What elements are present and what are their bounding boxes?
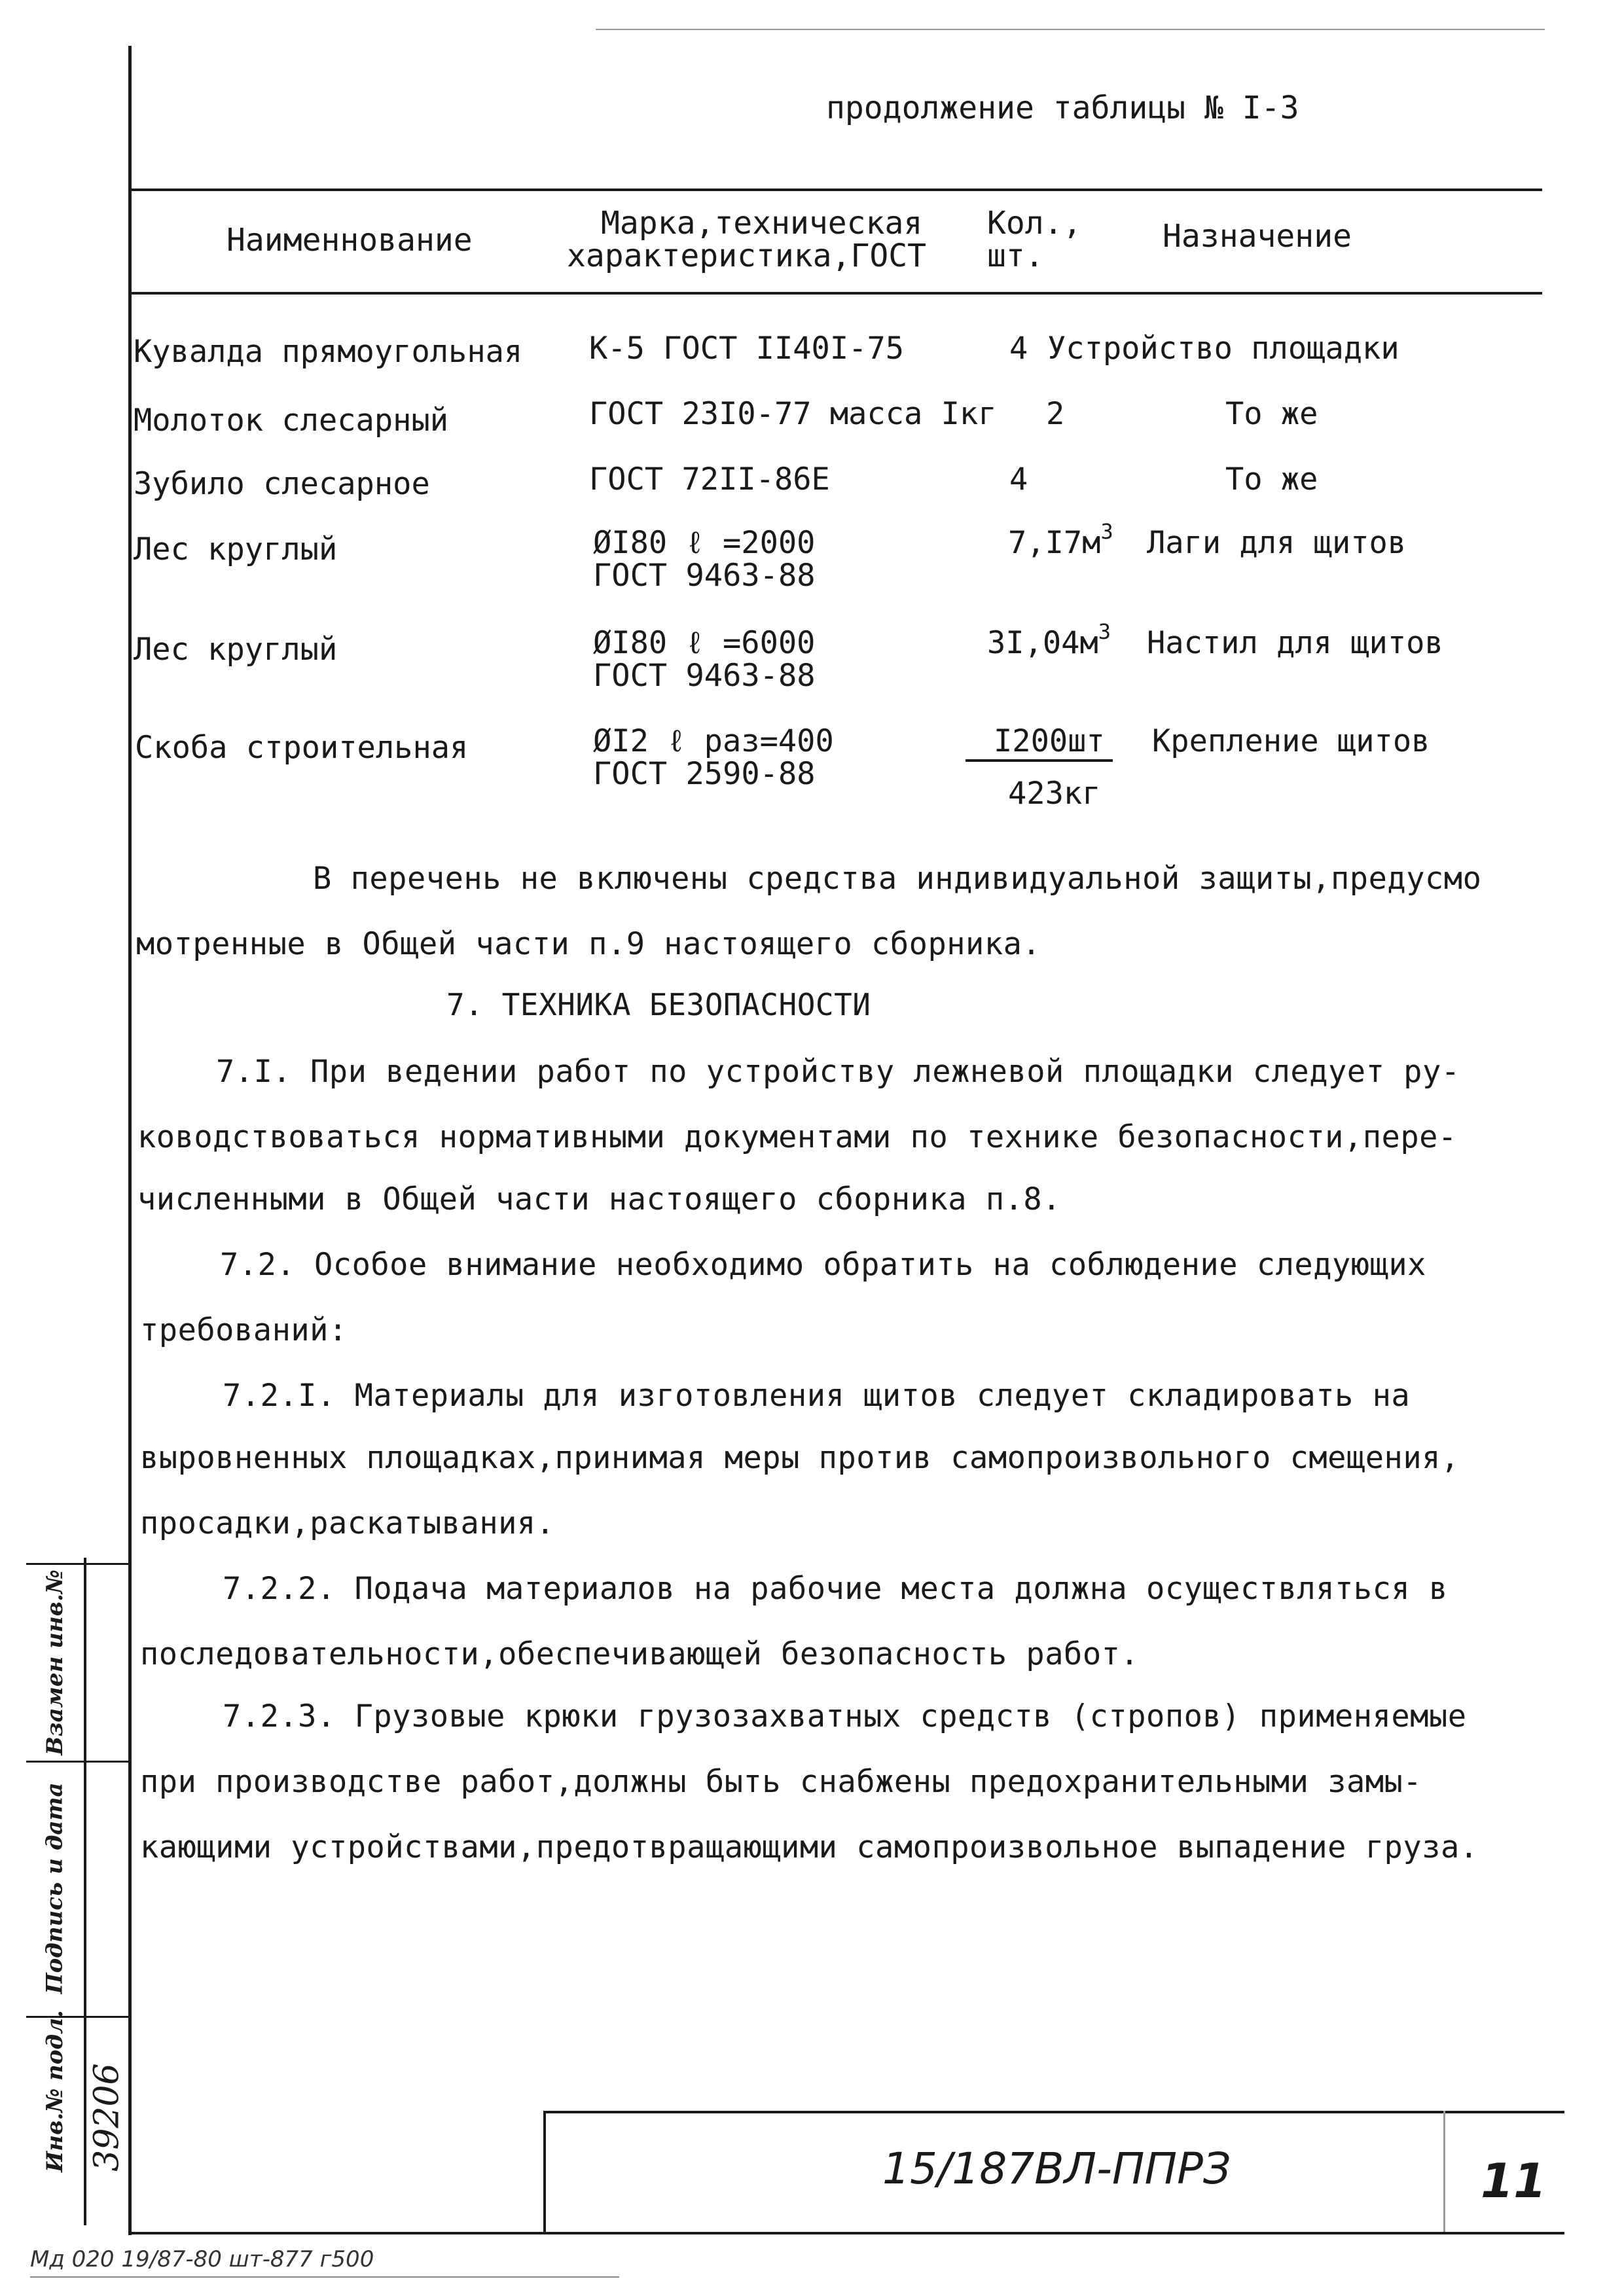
table-row-qty: 2: [1046, 396, 1065, 432]
column-header-qty-line1: Кол.,: [987, 205, 1082, 242]
paragraph-line: 7.2.3. Грузовые крюки грузозахватных средств (стропов) применяемые: [223, 1698, 1467, 1734]
stamp-divider: [26, 1761, 128, 1763]
paragraph-line: 7.2. Особое внимание необходимо обратить на соблюдение следующих: [220, 1247, 1426, 1283]
table-row-name: Зубило слесарное: [134, 466, 430, 502]
top-faint-line: [596, 29, 1545, 30]
note-line: мотренные в Общей части п.9 настоящего сборника.: [136, 926, 1041, 962]
paragraph-line: при производстве работ,должны быть снабжены предохранительными замы-: [140, 1764, 1422, 1800]
table-row-purpose: Устройство площадки: [1047, 331, 1399, 367]
title-block-left-rule: [543, 2111, 546, 2232]
column-header-purpose: Назначение: [1163, 218, 1352, 255]
paragraph-line: численными в Общей части настоящего сборника п.8.: [137, 1181, 1062, 1217]
paragraph-line: кающими устройствами,предотвращающими самопроизвольное выпадение груза.: [140, 1829, 1479, 1865]
table-row-spec-line2: ГОСТ 9463-88: [593, 558, 816, 594]
qty-value: 7,I7м: [1008, 525, 1101, 561]
paragraph-line: ководствоваться нормативными документами по технике безопасности,пере-: [137, 1119, 1457, 1155]
table-row-qty: [987, 619, 1111, 662]
paragraph-line: 7.2.I. Материалы для изготовления щитов следует складировать на: [223, 1378, 1411, 1414]
table-row-spec-line2: ГОСТ 2590-88: [593, 756, 816, 792]
table-row-purpose: Настил для щитов: [1147, 625, 1443, 661]
paragraph-line: последовательности,обеспечивающей безопасность работ.: [140, 1636, 1140, 1672]
table-row-qty: 4: [1009, 461, 1028, 497]
table-row-spec-line1: ØI80 ℓ =6000: [593, 625, 816, 661]
table-row-spec: ГОСТ 72II-86Е: [589, 461, 830, 497]
table-row-spec: ГОСТ 23I0-77 масса Iкг: [589, 396, 997, 432]
paragraph-line: 7.2.2. Подача материалов на рабочие места должна осуществляться в: [223, 1571, 1448, 1607]
table-row-qty: [1008, 519, 1113, 562]
table-row-spec-line2: ГОСТ 9463-88: [593, 658, 816, 694]
qty-value: 3I,04м: [987, 625, 1098, 661]
stamp-inv-number: 39206: [88, 2063, 128, 2172]
table-row-spec-line1: ØI2 ℓ раз=400: [593, 723, 834, 759]
table-row-purpose: То же: [1225, 461, 1318, 497]
qty-superscript: 3: [1098, 619, 1111, 644]
stamp-label-inv-dup: Взамен инв.№: [42, 1570, 69, 1755]
bottom-faint-line: [30, 2276, 619, 2278]
table-row-qty: 4: [1009, 331, 1028, 367]
table-row-purpose: То же: [1225, 396, 1318, 432]
table-row-qty-bottom: 423кг: [1008, 776, 1101, 812]
qty-superscript: 3: [1100, 519, 1113, 544]
table-row-qty-top: I200шт: [994, 723, 1105, 759]
stamp-cell-inv-number: [86, 2036, 128, 2199]
table-continuation-title: продолжение таблицы № I-3: [826, 90, 1299, 126]
print-run-note: Мд 020 19/87-80 шт-877 г500: [30, 2246, 374, 2272]
column-header-qty-line2: шт.: [987, 238, 1044, 274]
stamp-cell-inv-dup: [26, 1568, 84, 1757]
paragraph-line: 7.I. При ведении работ по устройству лежневой площадки следует ру-: [216, 1054, 1460, 1090]
title-block-page-divider: [1443, 2111, 1445, 2232]
table-row-name: Молоток слесарный: [134, 403, 449, 439]
left-margin-line: [128, 46, 132, 2235]
page-number: 11: [1481, 2153, 1547, 2208]
column-header-spec-line1: Марка,техническая: [601, 205, 923, 242]
table-row-spec: К-5 ГОСТ II40I-75: [589, 331, 905, 367]
table-row-spec-line1: ØI80 ℓ =2000: [593, 525, 816, 561]
paragraph-line: просадки,раскатывания.: [140, 1505, 555, 1541]
column-header-name: Наименнование: [226, 222, 473, 259]
table-top-rule: [128, 188, 1542, 191]
paragraph-line: выровненных площадках,принимая меры против самопроизвольного смещения,: [140, 1440, 1460, 1476]
table-row-name: Кувалда прямоугольная: [134, 334, 523, 370]
note-line: В перечень не включены средства индивидуальной защиты,предусмо: [313, 861, 1482, 897]
stamp-cell-inv-orig: [26, 2010, 84, 2172]
title-block-bottom-rule: [128, 2232, 1564, 2234]
table-row-purpose: Крепление щитов: [1152, 723, 1430, 759]
document-code: 15/187ВЛ-ППРЗ: [882, 2144, 1231, 2194]
stamp-label-sign-date: Подпись и дата: [42, 1782, 68, 1994]
table-header-bottom-rule: [128, 292, 1542, 295]
table-row-name: Лес круглый: [134, 531, 338, 567]
column-header-spec-line2: характеристика,ГОСТ: [567, 238, 927, 274]
table-row-name: Скоба строительная: [135, 730, 469, 766]
section-title: 7. ТЕХНИКА БЕЗОПАСНОСТИ: [446, 987, 871, 1022]
stamp-cell-sign-date: [26, 1764, 84, 2013]
stamp-label-inv-orig: Инв.№ подл.: [42, 2010, 69, 2172]
stamp-divider: [26, 1563, 128, 1565]
table-row-name: Лес круглый: [134, 632, 338, 668]
paragraph-line: требований:: [140, 1312, 348, 1348]
title-block-top-rule: [543, 2111, 1564, 2113]
qty-fraction-line: [965, 759, 1113, 762]
table-row-purpose: Лаги для щитов: [1147, 525, 1407, 561]
